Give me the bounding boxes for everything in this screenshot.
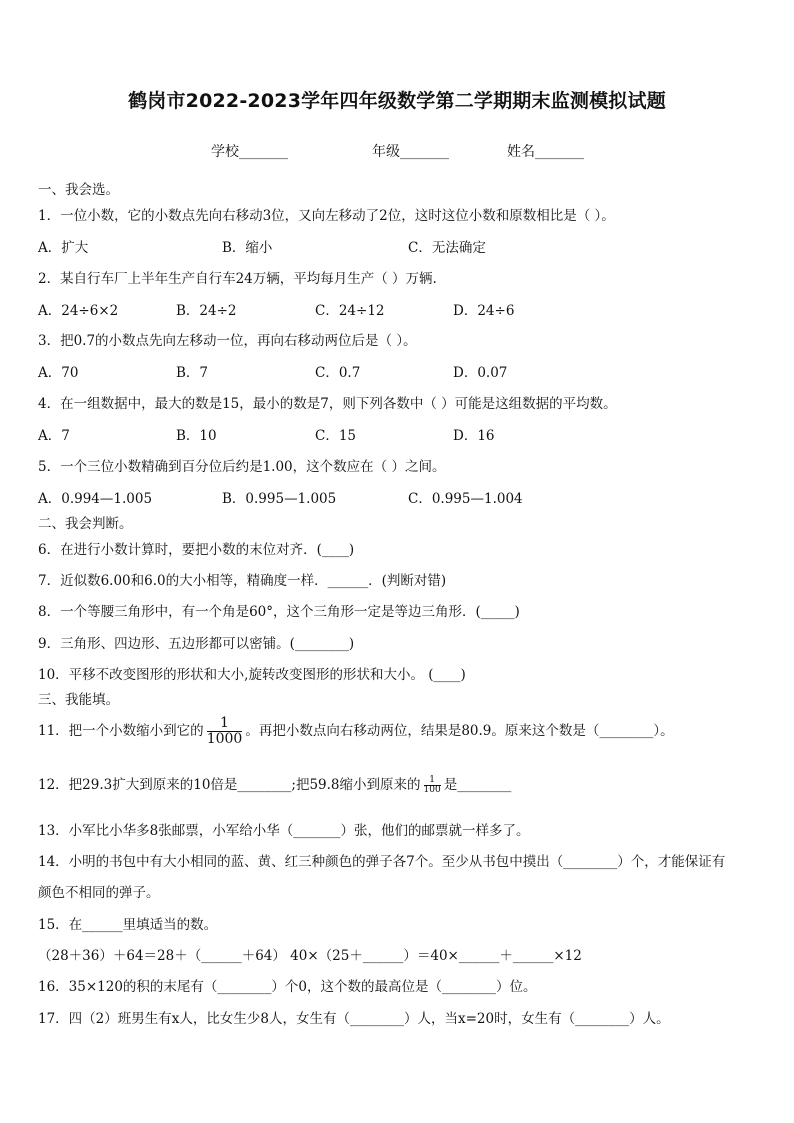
question-6: 6．在进行小数计算时，要把小数的末位对齐．(____) bbox=[38, 542, 355, 558]
q4-option-d: D．16 bbox=[453, 428, 495, 444]
question-11 bbox=[38, 712, 674, 750]
q4-option-b: B．10 bbox=[176, 428, 217, 444]
question-14-line-2: 颜色不相同的弹子。 bbox=[38, 885, 160, 901]
q5-option-b: B．0.995—1.005 bbox=[222, 491, 337, 507]
question-9: 9．三角形、四边形、五边形都可以密铺。(________) bbox=[38, 636, 355, 652]
q11-fraction-denominator: 1000 bbox=[206, 731, 243, 747]
q2-option-a: A．24÷6×2 bbox=[38, 303, 119, 319]
question-12 bbox=[38, 768, 511, 802]
grade-field: 年级_______ bbox=[372, 144, 449, 160]
question-15-expressions: （28＋36）＋64＝28＋（______＋64） 40×（25＋______）＝40×______＋______×12 bbox=[38, 948, 582, 964]
q12-fraction-denominator: 100 bbox=[423, 785, 441, 795]
question-8: 8．一个等腰三角形中，有一个角是60°，这个三角形一定是等边三角形．(_____) bbox=[38, 604, 520, 620]
question-10: 10．平移不改变图形的形状和大小,旋转改变图形的形状和大小。 (____) bbox=[38, 667, 466, 683]
question-1: 1．一位小数，它的小数点先向右移动3位，又向左移动了2位，这时这位小数和原数相比是（ ）。 bbox=[38, 208, 615, 224]
question-16: 16．35×120的积的末尾有（________）个0，这个数的最高位是（________）位。 bbox=[38, 979, 537, 995]
q1-option-a: A．扩大 bbox=[38, 240, 89, 256]
question-13: 13．小军比小华多8张邮票，小军给小华（_______）张，他们的邮票就一样多了。 bbox=[38, 823, 530, 839]
q3-option-b: B．7 bbox=[176, 365, 209, 381]
q12-fraction-numerator: 1 bbox=[424, 776, 441, 786]
q11-text-post: 。再把小数点向右移动两位，结果是80.9。原来这个数是（________）。 bbox=[245, 723, 674, 739]
q3-option-d: D．0.07 bbox=[453, 365, 508, 381]
q3-option-c: C．0.7 bbox=[315, 365, 361, 381]
section-heading: 一、我会选。 bbox=[38, 182, 119, 198]
question-7: 7．近似数6.00和6.0的大小相等，精确度一样．______．(判断对错) bbox=[38, 573, 447, 589]
page-title: 鹤岗市2022-2023学年四年级数学第二学期期末监测模拟试题 bbox=[128, 90, 666, 112]
q2-option-d: D．24÷6 bbox=[453, 303, 515, 319]
name-field: 姓名_______ bbox=[507, 144, 584, 160]
q12-text-post: 是________ bbox=[443, 777, 512, 793]
q11-fraction bbox=[207, 716, 243, 746]
q2-option-c: C．24÷12 bbox=[315, 303, 385, 319]
q12-text-pre: 12．把29.3扩大到原来的10倍是________;把59.8缩小到原来的 bbox=[38, 777, 421, 793]
q11-fraction-numerator: 1 bbox=[207, 716, 243, 732]
q1-option-c: C．无法确定 bbox=[408, 240, 486, 256]
q11-text-pre: 11．把一个小数缩小到它的 bbox=[38, 723, 204, 739]
question-4: 4．在一组数据中，最大的数是15，最小的数是7，则下列各数中（ ）可能是这组数据的平均数。 bbox=[38, 396, 617, 412]
section-heading: 三、我能填。 bbox=[38, 692, 119, 708]
section-heading: 二、我会判断。 bbox=[38, 516, 133, 532]
question-15: 15．在______里填适当的数。 bbox=[38, 917, 218, 933]
question-3: 3．把0.7的小数点先向左移动一位，再向右移动两位后是（ ）。 bbox=[38, 333, 417, 349]
question-2: 2．某自行车厂上半年生产自行车24万辆，平均每月生产（ ）万辆. bbox=[38, 271, 437, 287]
question-17: 17．四（2）班男生有x人，比女生少8人，女生有（________）人，当x=20时，女生有（________）人。 bbox=[38, 1011, 670, 1027]
q5-option-c: C．0.995—1.004 bbox=[408, 491, 523, 507]
q1-option-b: B．缩小 bbox=[222, 240, 273, 256]
school-field: 学校_______ bbox=[211, 144, 288, 160]
q3-option-a: A．70 bbox=[38, 365, 79, 381]
q4-option-a: A．7 bbox=[38, 428, 70, 444]
q2-option-b: B．24÷2 bbox=[176, 303, 237, 319]
q12-fraction bbox=[424, 776, 441, 796]
q5-option-a: A．0.994—1.005 bbox=[38, 491, 153, 507]
q4-option-c: C．15 bbox=[315, 428, 357, 444]
question-14-line-1: 14．小明的书包中有大小相同的蓝、黄、红三种颜色的弹子各7个。至少从书包中摸出（________）个，才能保证有 bbox=[38, 854, 726, 870]
question-5: 5．一个三位小数精确到百分位后约是1.00，这个数应在（ ）之间。 bbox=[38, 459, 446, 475]
